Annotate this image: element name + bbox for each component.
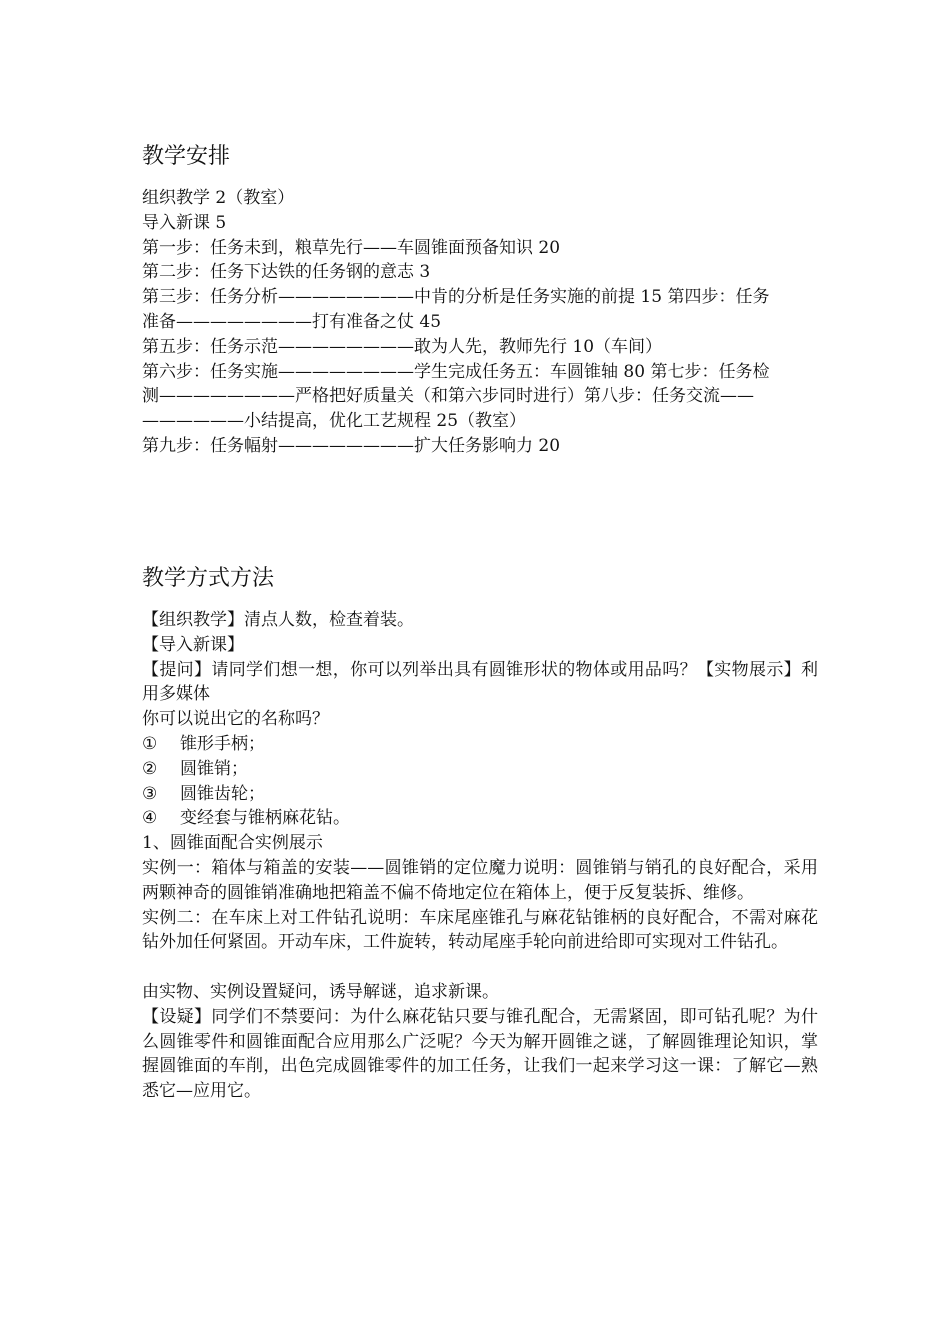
schedule-line: ——————小结提高，优化工艺规程 25（教室） (142, 411, 527, 432)
list-item (142, 782, 818, 807)
schedule-line: 第三步：任务分析————————中肯的分析是任务实施的前提 15 第四步：任务 (142, 287, 770, 308)
list-marker: ② (142, 758, 158, 779)
list-marker: ① (142, 733, 158, 754)
schedule-line: 第九步：任务幅射————————扩大任务影响力 20 (142, 435, 561, 456)
list-marker: ③ (142, 783, 158, 804)
paragraph-examples-heading: 1、圆锥面配合实例展示 (142, 833, 323, 854)
list-item-text: 锥形手柄； (180, 733, 265, 754)
paragraph-spacer (142, 955, 818, 980)
list-item (142, 806, 818, 831)
schedule-line: 准备————————打有准备之仗 45 (142, 311, 442, 332)
paragraph-intro: 【导入新课】 (142, 634, 244, 655)
schedule-line: 第一步：任务未到，粮草先行——车圆锥面预备知识 20 (142, 237, 561, 258)
list-item (142, 757, 818, 782)
schedule-line: 组织教学 2（教室） (142, 188, 295, 208)
paragraph-name-prompt: 你可以说出它的名称吗？ (142, 709, 329, 730)
list-marker: ④ (142, 808, 158, 829)
schedule-line: 第六步：任务实施————————学生完成任务五：车圆锥轴 80 第七步：任务检 (142, 361, 770, 382)
list-item-text: 圆锥齿轮； (180, 783, 265, 804)
paragraph-example-one: 实例一：箱体与箱盖的安装——圆锥销的定位魔力说明：圆锥销与销孔的良好配合，采用两颗神奇的圆锥销准确地把箱盖不偏不倚地定位在箱体上，便于反复装拆、维修。 (142, 857, 818, 903)
paragraph-question: 【提问】请同学们想一想，你可以列举出具有圆锥形状的物体或用品吗？【实物展示】利用多媒体 (142, 659, 818, 705)
list-item-text: 变经套与锥柄麻花钻。 (180, 808, 350, 829)
teaching-methods-block (142, 608, 818, 1104)
paragraph-example-two: 实例二：在车床上对工件钻孔说明：车床尾座锥孔与麻花钻锥柄的良好配合，不需对麻花钻外加任何紧固。开动车床，工件旋转，转动尾座手轮向前进给即可实现对工件钻孔。 (142, 907, 818, 953)
paragraph-organize: 【组织教学】清点人数，检查着装。 (142, 610, 414, 630)
paragraph-transition: 由实物、实例设置疑问，诱导解谜，追求新课。 (142, 981, 499, 1002)
paragraph-doubt: 【设疑】同学们不禁要问：为什么麻花钻只要与锥孔配合，无需紧固，即可钻孔呢？为什么圆锥零件和圆锥面配合应用那么广泛呢？今天为解开圆锥之谜，了解圆锥理论知识，掌握圆锥面的车削，出色完成圆锥零件的加工任务，让我们一起来学习这一课：了解它—熟悉它—应用它。 (142, 1006, 818, 1102)
schedule-line: 导入新课 5 (142, 212, 227, 233)
section-title-teaching-methods: 教学方式方法 (142, 566, 275, 591)
teaching-schedule-block (142, 186, 818, 459)
section-title-teaching-schedule: 教学安排 (142, 144, 231, 169)
list-item (142, 732, 818, 757)
schedule-line: 第二步：任务下达铁的任务钢的意志 3 (142, 262, 431, 283)
schedule-line: 第五步：任务示范————————敢为人先，教师先行 10（车间） (142, 336, 663, 357)
list-item-text: 圆锥销； (180, 758, 248, 779)
schedule-line: 测————————严格把好质量关（和第六步同时进行）第八步：任务交流—— (142, 386, 754, 407)
